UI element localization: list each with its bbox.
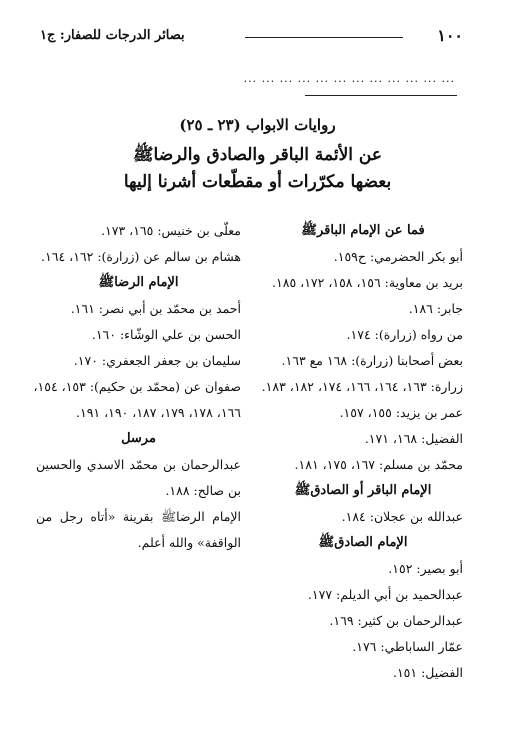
narrator-entry: الفضيل: ١٥١. — [392, 665, 463, 680]
narrator-group-heading: الإمام الصادقﷺ — [318, 535, 408, 550]
header-divider — [245, 37, 403, 38]
narrator-entry: هشام بن سالم عن (زرارة): ١٦٢، ١٦٤. — [41, 249, 241, 264]
narrator-entry: ١٦٦، ١٧٨، ١٧٩، ١٨٧، ١٩٠، ١٩١. — [76, 405, 241, 420]
page-number: ١٠٠ — [437, 26, 463, 45]
narrator-entry: عبدالرحمان بن كثير: ١٦٩. — [329, 613, 463, 628]
narrator-entry: عبدالرحمان بن محمّد الاسدي والحسين بن صالح: ١٨٨. — [36, 457, 241, 498]
section-divider — [305, 95, 457, 96]
narrator-entry: الحسن بن علي الوشّاء: ١٦٠. — [91, 327, 241, 342]
ellipsis-line: ... ... ... ... ... ... ... ... ... ... ... ... — [243, 72, 455, 85]
narrator-entry: زرارة: ١٦٣، ١٦٤، ١٦٦، ١٧٤، ١٨٢، ١٨٣. — [261, 379, 463, 394]
narrator-entry: من رواه (زرارة): ١٧٤. — [346, 327, 463, 342]
section-subtitle-1: عن الأئمة الباقر والصادق والرضاﷺ — [132, 145, 382, 165]
left-column — [33, 218, 241, 556]
narrator-group-heading: الإمام الباقر أو الصادقﷺ — [294, 483, 432, 498]
narrator-entry: صفوان عن (محمّد بن حكيم): ١٥٣، ١٥٤، — [33, 379, 241, 394]
narrator-group-heading: فما عن الإمام الباقرﷺ — [301, 223, 425, 238]
narrator-entry: أبو بصير: ١٥٢. — [388, 561, 463, 576]
narrator-group-heading: مرسل — [121, 431, 156, 446]
book-title: بصائر الدرجات للصفار: ج١ — [40, 28, 185, 43]
page-header — [40, 26, 463, 48]
narrator-entry: جابر: ١٨٦. — [408, 301, 463, 316]
narrator-entry: عبدالحميد بن أبي الديلم: ١٧٧. — [307, 587, 463, 602]
narrator-entry: عبدالله بن عجلان: ١٨٤. — [341, 509, 463, 524]
narrator-entry: الإمام الرضاﷺ بقرينة «أتاه رجل من الواقفة» والله أعلم. — [36, 509, 241, 550]
narrator-entry: عمّار الساباطي: ١٧٦. — [352, 639, 463, 654]
section-subtitle-2: بعضها مكرّرات أو مقطّعات أشرنا إليها — [123, 172, 392, 192]
section-title: روايات الابواب (٢٣ ـ ٢٥) — [179, 116, 336, 134]
right-column — [263, 218, 463, 686]
narrator-entry: سليمان بن جعفر الجعفري: ١٧٠. — [73, 353, 241, 368]
narrator-entry: محمّد بن مسلم: ١٦٧، ١٧٥، ١٨١. — [294, 457, 463, 472]
narrator-entry: بعض أصحابنا (زرارة): ١٦٨ مع ١٦٣. — [281, 353, 463, 368]
narrator-entry: بريد بن معاوية: ١٥٦، ١٥٨، ١٧٢، ١٨٥. — [272, 275, 463, 290]
narrator-entry: أبو بكر الحضرمي: ح١٥٩. — [333, 249, 463, 264]
narrator-entry: الفضيل: ١٦٨، ١٧١. — [364, 431, 463, 446]
narrator-entry: معلّى بن خنيس: ١٦٥، ١٧٣. — [101, 223, 241, 238]
narrator-group-heading: الإمام الرضاﷺ — [98, 275, 179, 290]
narrator-entry: أحمد بن محمّد بن أبي نصر: ١٦١. — [70, 301, 241, 316]
narrator-entry: عمر بن يزيد: ١٥٥، ١٥٧. — [339, 405, 463, 420]
